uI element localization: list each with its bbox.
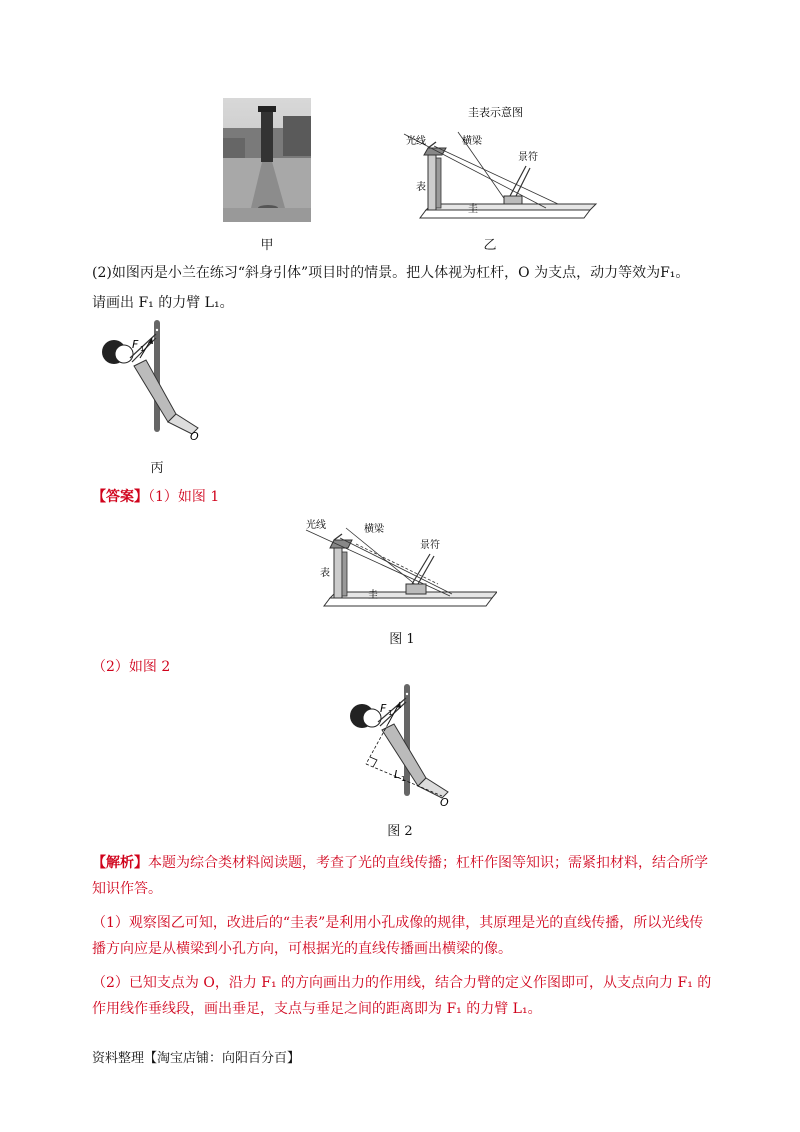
- fig1-label-beam: 横梁: [364, 524, 384, 535]
- question2-line1: (2)如图丙是小兰在练习“斜身引体”项目时的情景。把人体视为杠杆，O 为支点，动力等效为F₁。: [92, 265, 690, 281]
- answer2-line: （2）如图 2: [92, 659, 171, 675]
- figure-yi: [398, 100, 598, 225]
- fig2-label-l-sub: 1: [401, 775, 406, 783]
- figure-yi-title: 圭表示意图: [468, 106, 523, 119]
- analysis-tag: 【解析】: [92, 855, 148, 871]
- figure2: [342, 682, 462, 807]
- figure-jia-caption: 甲: [260, 238, 274, 253]
- fig1-label-biao: 表: [320, 568, 330, 579]
- fig1-label-jingfu: 景符: [420, 540, 440, 551]
- label-biao: 表: [416, 182, 426, 193]
- label-o: O: [190, 430, 199, 443]
- figure-bing-caption: 丙: [150, 461, 164, 476]
- analysis-p2: （2）已知支点为 O，沿力 F₁ 的方向画出力的作用线，结合力臂的定义作图即可，从支点向力 F₁ 的作用线作垂线段，画出垂足，支点与垂足之间的距离即为 F₁ 的力臂 L₁。: [92, 975, 712, 1017]
- figure1: [302, 512, 497, 612]
- label-gui: 圭: [468, 204, 478, 215]
- answer-tag: 【答案】: [92, 489, 148, 505]
- fig2-label-o: O: [440, 796, 449, 807]
- label-f: F: [132, 338, 139, 351]
- question2-line2: 请画出 F₁ 的力臂 L₁。: [92, 295, 234, 311]
- label-beam: 横梁: [462, 136, 482, 147]
- figure-yi-caption: 乙: [483, 238, 497, 253]
- analysis-p0-text: 本题为综合类材料阅读题，考查了光的直线传播；杠杆作图等知识；需紧扣材料，结合所学知识作答。: [92, 855, 708, 897]
- fig1-label-gui: 圭: [368, 590, 378, 601]
- label-light: 光线: [406, 136, 426, 147]
- figure-jia: [223, 98, 311, 222]
- fig2-label-l: L: [394, 768, 401, 781]
- footer: 资料整理【淘宝店铺：向阳百分百】: [92, 1051, 301, 1066]
- figure-bing: [96, 318, 206, 443]
- figure1-caption: 图 1: [389, 632, 415, 647]
- figure2-caption: 图 2: [387, 824, 413, 839]
- answer-line: [92, 486, 712, 508]
- fig1-label-light: 光线: [306, 520, 326, 531]
- analysis-p0: [92, 850, 712, 902]
- label-f-sub: 1: [140, 345, 145, 353]
- fig2-label-f: F: [380, 702, 387, 715]
- answer-part1: （1）如图 1: [148, 489, 220, 505]
- photo-guibiao: [223, 98, 311, 222]
- label-jingfu: 景符: [518, 152, 538, 163]
- analysis-p1: （1）观察图乙可知，改进后的“圭表”是利用小孔成像的规律，其原理是光的直线传播，所以光线传播方向应是从横梁到小孔方向，可根据光的直线传播画出横梁的像。: [92, 915, 704, 957]
- fig2-label-f-sub: 1: [388, 709, 393, 717]
